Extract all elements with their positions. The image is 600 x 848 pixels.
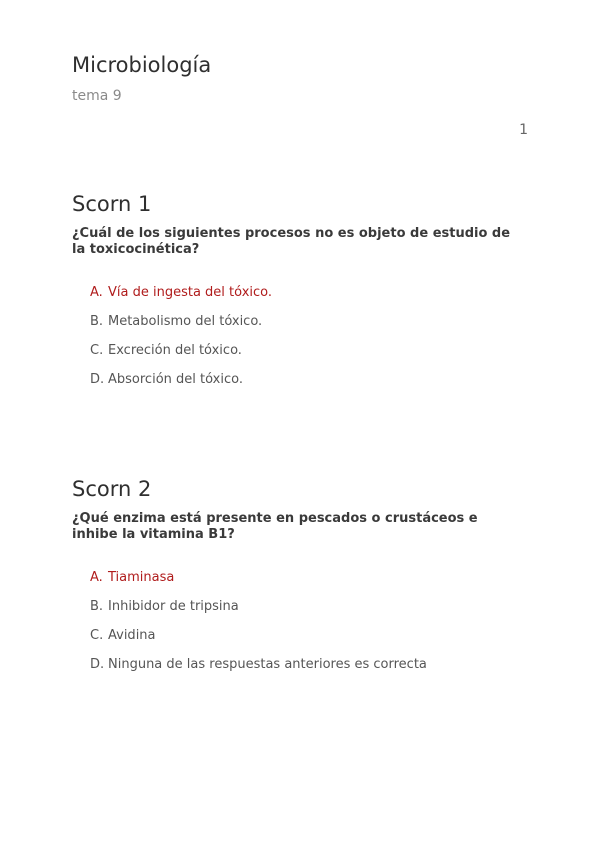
section-heading: Scorn 1: [72, 192, 152, 216]
option-letter: A.: [90, 570, 103, 585]
answer-option-c: [90, 627, 532, 644]
answer-option-a: [90, 569, 532, 586]
option-text: Excreción del tóxico.: [108, 343, 242, 358]
question-text: ¿Cuál de los siguientes procesos no es objeto de estudio de la toxicocinética?: [72, 226, 511, 257]
option-letter: A.: [90, 285, 103, 300]
question-section-1: [72, 190, 532, 400]
answer-option-d: [90, 656, 532, 673]
option-text: Vía de ingesta del tóxico.: [108, 285, 273, 300]
answer-options: [90, 569, 532, 673]
option-letter: C.: [90, 628, 104, 643]
question-section-2: [72, 475, 532, 685]
option-letter: D.: [90, 372, 105, 387]
document-subtitle: tema 9: [72, 88, 122, 104]
option-letter: C.: [90, 343, 104, 358]
answer-option-b: [90, 598, 532, 615]
option-text: Absorción del tóxico.: [108, 372, 243, 387]
option-letter: D.: [90, 657, 105, 672]
page-number: 1: [519, 122, 528, 138]
question-text: ¿Qué enzima está presente en pescados o crustáceos e inhibe la vitamina B1?: [72, 511, 478, 542]
option-text: Ninguna de las respuestas anteriores es correcta: [108, 657, 427, 672]
answer-option-b: [90, 313, 532, 330]
option-text: Metabolismo del tóxico.: [108, 314, 263, 329]
option-letter: B.: [90, 599, 104, 614]
answer-option-d: [90, 371, 532, 388]
option-text: Inhibidor de tripsina: [108, 599, 239, 614]
option-text: Tiaminasa: [108, 570, 175, 585]
answer-option-c: [90, 342, 532, 359]
section-heading: Scorn 2: [72, 477, 152, 501]
answer-options: [90, 284, 532, 388]
answer-option-a: [90, 284, 532, 301]
option-text: Avidina: [108, 628, 156, 643]
document-title: Microbiología: [72, 53, 212, 77]
option-letter: B.: [90, 314, 104, 329]
